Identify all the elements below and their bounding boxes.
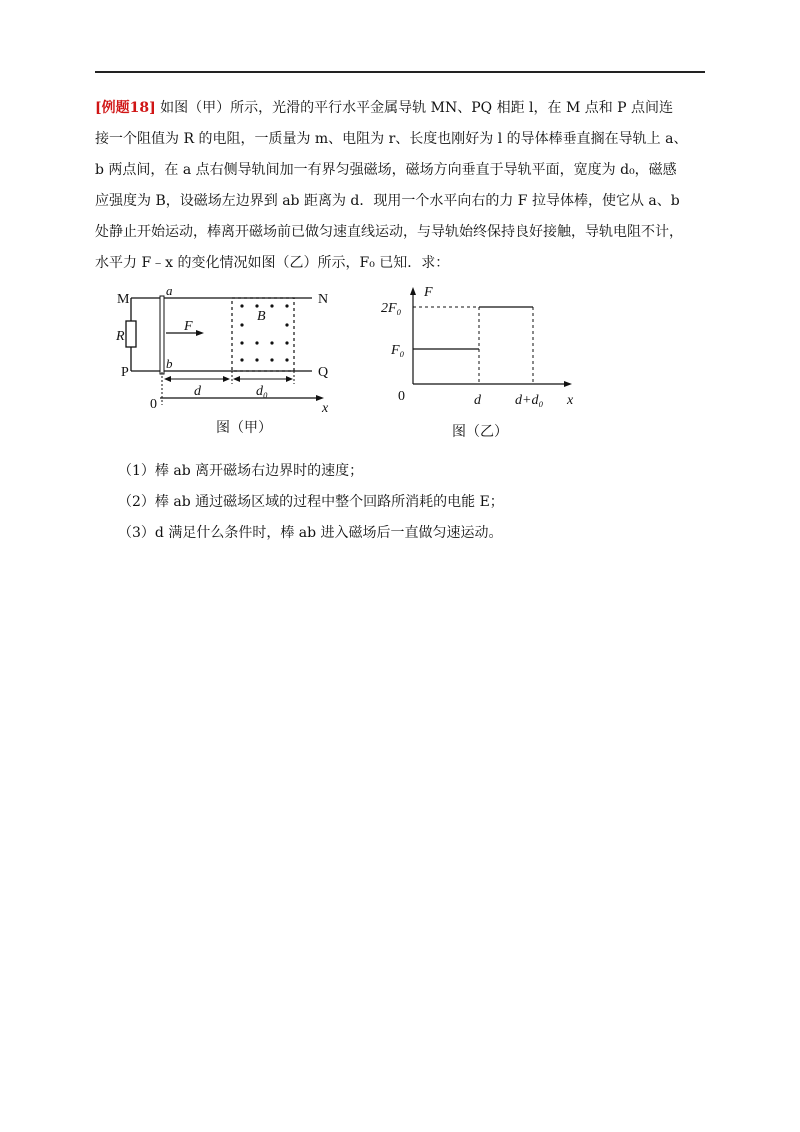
label-d: d (194, 384, 201, 399)
problem-line-6: 水平力 F﹣x 的变化情况如图（乙）所示，F₀ 已知．求： (95, 255, 450, 271)
label-p: P (121, 365, 129, 380)
question-2: （2）棒 ab 通过磁场区域的过程中整个回路所消耗的电能 E； (118, 494, 504, 510)
label-r: R (116, 329, 125, 344)
conductor-rod (160, 296, 164, 374)
question-1: （1）棒 ab 离开磁场右边界时的速度； (118, 463, 364, 479)
label-f-axis: F (424, 285, 433, 300)
header-rule (95, 71, 705, 73)
caption-yi: 图（乙） (452, 424, 508, 440)
label-q: Q (318, 365, 329, 380)
label-f0: F₀ (391, 343, 405, 358)
label-b: b (166, 356, 173, 371)
label-force: F (184, 319, 193, 334)
problem-line-1: [例题18] 如图（甲）所示，光滑的平行水平金属导轨 MN、PQ 相距 l，在 M 点和 P 点间连 (95, 100, 674, 116)
figure-jia (112, 283, 342, 443)
label-d0: d₀ (256, 384, 268, 399)
label-a: a (166, 283, 173, 298)
force-arrow-head (196, 330, 204, 336)
label-x: x (567, 393, 574, 408)
label-origin: 0 (150, 397, 157, 412)
problem-line-5: 处静止开始运动，棒离开磁场前已做匀速直线运动，与导轨始终保持良好接触，导轨电阻不计， (95, 224, 683, 240)
figure-yi (376, 280, 586, 445)
force-position-graph (376, 280, 586, 445)
problem-line-4: 应强度为 B，设磁场左边界到 ab 距离为 d．现用一个水平向右的力 F 拉导体棒，使它从 a、b (95, 193, 680, 209)
label-x: x (322, 401, 329, 416)
problem-line-3: b 两点间，在 a 点右侧导轨间加一有界匀强磁场，磁场方向垂直于导轨平面，宽度为 d₀，磁感 (95, 162, 677, 178)
caption-jia: 图（甲） (216, 420, 272, 436)
problem-statement (95, 93, 707, 279)
label-n: N (318, 292, 329, 307)
example-tag: [例题18] (95, 100, 156, 116)
question-3: （3）d 满足什么条件时，棒 ab 进入磁场后一直做匀速运动。 (118, 525, 503, 541)
label-2f0: 2F₀ (381, 301, 402, 316)
label-m: M (117, 292, 130, 307)
label-d: d (474, 393, 481, 408)
label-field-b: B (257, 309, 266, 324)
label-origin: 0 (398, 389, 405, 404)
resistor (126, 321, 136, 347)
rail-circuit-diagram (112, 283, 342, 443)
problem-line-2: 接一个阻值为 R 的电阻，一质量为 m、电阻为 r、长度也刚好为 l 的导体棒垂直搁在导轨上 a、 (95, 131, 688, 147)
label-d-plus-d0: d+d₀ (515, 393, 544, 408)
